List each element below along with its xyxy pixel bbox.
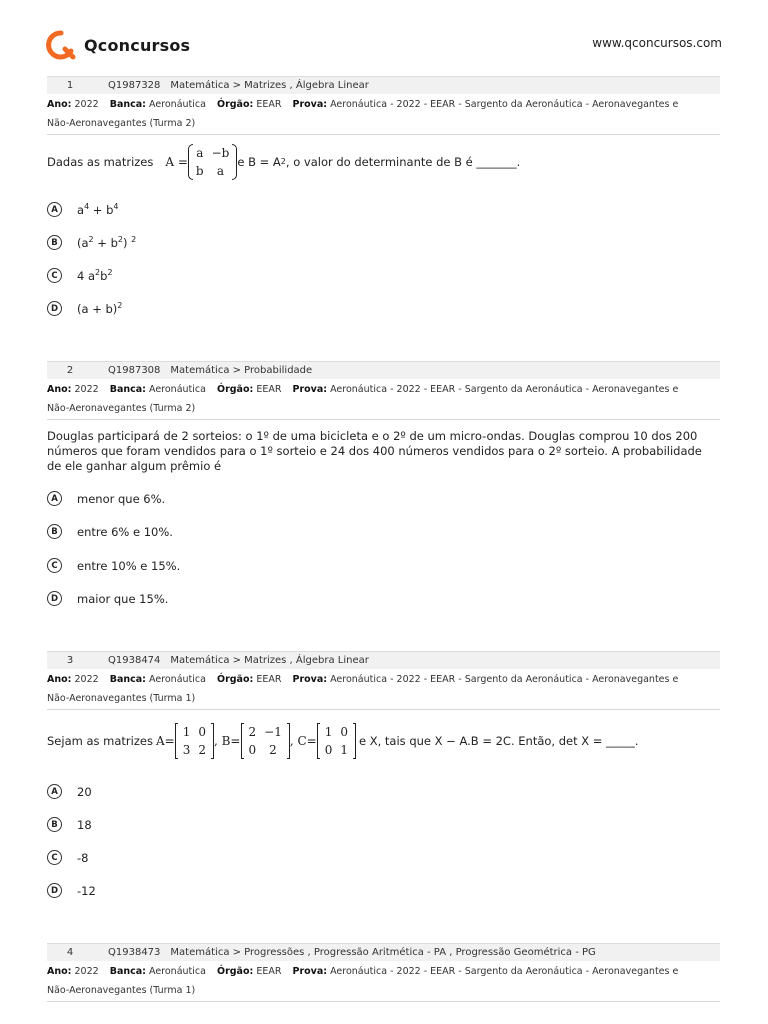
- prova-value: Aeronáutica - 2022 - EEAR - Sargento da Aeronáutica - Aeronavegantes e: [330, 674, 679, 685]
- ano-label: Ano:: [47, 674, 72, 685]
- matrix-cell: 3: [182, 743, 191, 757]
- option-letter[interactable]: D: [47, 883, 62, 898]
- question-number: 4: [66, 947, 74, 958]
- ano-value: 2022: [74, 99, 99, 110]
- statement-text: Dadas as matrizes: [47, 154, 154, 169]
- question-1: [47, 76, 720, 316]
- matrix-cell: −b: [211, 146, 230, 160]
- option-letter[interactable]: A: [47, 491, 62, 506]
- option-text: 18: [77, 817, 92, 832]
- option-d[interactable]: [47, 301, 122, 316]
- matrix-b-label: , B=: [213, 733, 241, 748]
- prova-label: Prova:: [292, 99, 328, 110]
- orgao-label: Órgão:: [217, 674, 254, 685]
- matrix-cell: −1: [264, 725, 282, 739]
- banca-label: Banca:: [109, 674, 146, 685]
- option-letter[interactable]: B: [47, 235, 62, 250]
- question-number: 3: [66, 655, 74, 666]
- matrix-c-label: , C=: [289, 733, 317, 748]
- option-text: entre 6% e 10%.: [77, 524, 173, 539]
- question-meta: [47, 94, 720, 135]
- question-statement: Dadas as matrizes A = a −b b a e B = A 2 , o valor do determinante de B é _______.: [47, 146, 521, 178]
- banca-value: Aeronáutica: [149, 384, 206, 395]
- brand-logo[interactable]: [46, 30, 190, 60]
- option-c[interactable]: [47, 850, 88, 865]
- option-b[interactable]: [47, 524, 173, 539]
- option-letter[interactable]: D: [47, 591, 62, 606]
- matrix-cell: a: [216, 164, 225, 178]
- banca-value: Aeronáutica: [149, 99, 206, 110]
- banca-label: Banca:: [109, 966, 146, 977]
- prova-value-cont: Não-Aeronavegantes (Turma 2): [47, 403, 196, 414]
- orgao-value: EEAR: [256, 384, 282, 395]
- brand-name: Qconcursos: [84, 35, 191, 55]
- question-subject: Matemática > Matrizes , Álgebra Linear: [170, 80, 369, 91]
- option-d[interactable]: [47, 591, 168, 606]
- prova-value-cont: Não-Aeronavegantes (Turma 1): [47, 693, 196, 704]
- orgao-label: Órgão:: [217, 99, 254, 110]
- matrix-cell: 2: [198, 743, 206, 757]
- prova-label: Prova:: [292, 674, 328, 685]
- question-subject: Matemática > Matrizes , Álgebra Linear: [170, 655, 369, 666]
- matrix-cell: 1: [182, 725, 191, 739]
- option-text: -12: [77, 883, 96, 898]
- qconcursos-logo-icon: [46, 30, 76, 60]
- question-bar: [47, 361, 720, 379]
- matrix-a: [188, 144, 237, 180]
- matrix-a-label: A=: [155, 733, 175, 748]
- ano-label: Ano:: [47, 384, 72, 395]
- option-letter[interactable]: C: [47, 268, 62, 283]
- question-code[interactable]: Q1987328: [108, 80, 161, 91]
- matrix-cell: a: [196, 146, 204, 160]
- banca-label: Banca:: [109, 384, 146, 395]
- option-b[interactable]: [47, 817, 92, 832]
- option-text: -8: [77, 850, 89, 865]
- option-text: menor que 6%.: [77, 491, 166, 506]
- option-text: 20: [77, 784, 92, 799]
- option-letter[interactable]: D: [47, 301, 62, 316]
- option-a[interactable]: [47, 202, 119, 217]
- option-d[interactable]: [47, 883, 96, 898]
- prova-value-cont: Não-Aeronavegantes (Turma 1): [47, 985, 196, 996]
- option-letter[interactable]: A: [47, 784, 62, 799]
- question-subject: Matemática > Probabilidade: [170, 365, 313, 376]
- statement-text: e B = A: [237, 154, 281, 169]
- option-letter[interactable]: C: [47, 850, 62, 865]
- option-text: 4 $a^2b^2$: [77, 267, 113, 283]
- matrix-a-label: A =: [165, 154, 188, 169]
- question-bar: [47, 76, 720, 94]
- question-2: [47, 361, 720, 606]
- matrix-cell: 0: [248, 743, 257, 757]
- prova-value-cont: Não-Aeronavegantes (Turma 2): [47, 118, 196, 129]
- option-text: $a^4 + b^4$: [77, 201, 119, 217]
- option-c[interactable]: [47, 558, 180, 573]
- matrix-cell: 1: [340, 743, 348, 757]
- prova-label: Prova:: [292, 384, 328, 395]
- question-code[interactable]: Q1938474: [108, 655, 161, 666]
- matrix-b: [241, 723, 290, 759]
- matrix-cell: 1: [324, 725, 333, 739]
- prova-value: Aeronáutica - 2022 - EEAR - Sargento da Aeronáutica - Aeronavegantes e: [330, 384, 679, 395]
- option-text: $(a + b)^2$: [77, 300, 123, 316]
- orgao-value: EEAR: [256, 966, 282, 977]
- question-meta: [47, 379, 720, 420]
- matrix-cell: 0: [198, 725, 206, 739]
- matrix-cell: 2: [269, 743, 277, 757]
- matrix-c: [317, 723, 356, 759]
- prova-label: Prova:: [292, 966, 328, 977]
- statement-text: , o valor do determinante de B é _______.: [285, 154, 521, 169]
- option-letter[interactable]: A: [47, 202, 62, 217]
- banca-value: Aeronáutica: [149, 674, 206, 685]
- statement-text: e X, tais que X − A.B = 2C. Então, det X = _____.: [359, 733, 639, 748]
- option-letter[interactable]: C: [47, 558, 62, 573]
- question-4: [47, 943, 720, 1002]
- option-text: maior que 15%.: [77, 591, 169, 606]
- banca-value: Aeronáutica: [149, 966, 206, 977]
- question-3: [47, 651, 720, 898]
- matrix-a: [175, 723, 214, 759]
- orgao-value: EEAR: [256, 674, 282, 685]
- question-subject: Matemática > Progressões , Progressão Aritmética - PA , Progressão Geométrica - PG: [170, 947, 596, 958]
- question-statement: [47, 723, 639, 759]
- orgao-label: Órgão:: [217, 384, 254, 395]
- question-number: 2: [66, 365, 74, 376]
- option-b[interactable]: [47, 235, 136, 250]
- option-a[interactable]: [47, 784, 92, 799]
- ano-label: Ano:: [47, 99, 72, 110]
- matrix-cell: 2: [248, 725, 257, 739]
- question-meta: [47, 669, 720, 710]
- orgao-label: Órgão:: [217, 966, 254, 977]
- option-c[interactable]: [47, 268, 113, 283]
- question-code[interactable]: Q1987308: [108, 365, 161, 376]
- question-code[interactable]: Q1938473: [108, 947, 161, 958]
- ano-value: 2022: [74, 384, 99, 395]
- banca-label: Banca:: [109, 99, 146, 110]
- statement-text: Sejam as matrizes: [47, 733, 153, 748]
- prova-value: Aeronáutica - 2022 - EEAR - Sargento da Aeronáutica - Aeronavegantes e: [330, 966, 679, 977]
- question-number: 1: [66, 80, 74, 91]
- question-meta: [47, 961, 720, 1002]
- option-letter[interactable]: B: [47, 817, 62, 832]
- question-bar: [47, 651, 720, 669]
- ano-value: 2022: [74, 966, 99, 977]
- matrix-cell: 0: [324, 743, 333, 757]
- ano-value: 2022: [74, 674, 99, 685]
- question-bar: [47, 943, 720, 961]
- prova-value: Aeronáutica - 2022 - EEAR - Sargento da Aeronáutica - Aeronavegantes e: [330, 99, 679, 110]
- site-url[interactable]: www.qconcursos.com: [592, 36, 722, 50]
- matrix-cell: b: [195, 164, 204, 178]
- option-letter[interactable]: B: [47, 524, 62, 539]
- matrix-cell: 0: [340, 725, 348, 739]
- option-a[interactable]: [47, 491, 165, 506]
- page-header: [46, 28, 722, 62]
- orgao-value: EEAR: [256, 99, 282, 110]
- option-text: $(a^2 + b^2)$ $^2$: [77, 234, 137, 250]
- option-text: entre 10% e 15%.: [77, 558, 181, 573]
- ano-label: Ano:: [47, 966, 72, 977]
- question-statement: Douglas participará de 2 sorteios: o 1º de uma bicicleta e o 2º de um micro-ondas. Douglas comprou 10 dos 200 números que foram vendidos para o 1º sorteio e 24 dos 400 números vendidos para o 2º sorteio. A probabilidade de ele ganhar algum prêmio é: [47, 429, 702, 473]
